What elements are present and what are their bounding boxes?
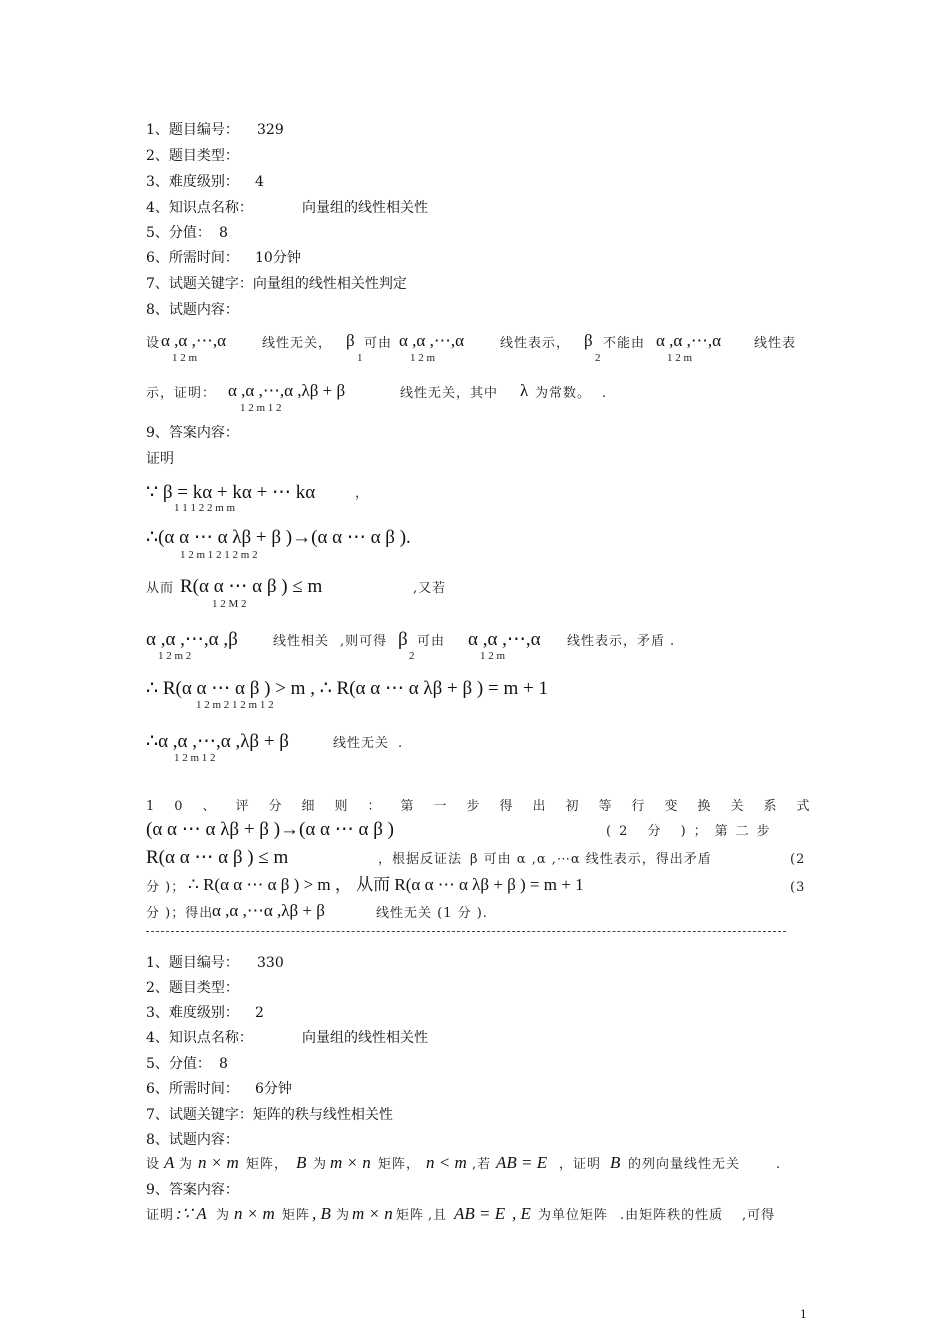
q1-content-subscript: 2 xyxy=(595,352,601,364)
q2-proof-text: 为 xyxy=(216,1208,231,1223)
q2-proof-math: , E xyxy=(512,1204,531,1223)
q2-proof-text: ,且 xyxy=(428,1208,448,1223)
rubric-text: (2 xyxy=(790,852,806,867)
q1-item-1-label: 1、题目编号： xyxy=(146,122,239,138)
proof-period: . xyxy=(398,736,404,751)
rubric-text: (3 xyxy=(790,880,806,895)
q2-content-text: 为 xyxy=(313,1157,328,1172)
q1-item-6-label: 6、所需时间： xyxy=(146,250,239,266)
rubric-text: 分 )；得出 xyxy=(146,906,214,921)
q2-proof-math: AB = E xyxy=(454,1204,506,1223)
q1-content-beta: β xyxy=(346,331,355,350)
proof-line-1: ∵ β = kα + kα + ⋯ kα xyxy=(146,482,316,503)
rubric-expression: α ,α ,⋯α ,λβ + β xyxy=(212,901,325,920)
q1-content-text: 线性无关，其中 xyxy=(400,386,499,401)
rubric-text: 分 )； xyxy=(146,880,186,895)
q1-content-vector: α ,α ,⋯,α xyxy=(399,331,464,350)
q2-content-text: 设 xyxy=(146,1157,161,1172)
proof-text: 线性相关 xyxy=(273,634,330,649)
q2-proof-math: , B xyxy=(312,1204,331,1223)
q2-item-1-value: 330 xyxy=(257,955,284,971)
q2-item-1-label: 1、题目编号： xyxy=(146,955,239,971)
q1-content-subscript: 1 2 m 1 2 xyxy=(240,402,282,414)
q1-content-beta: β xyxy=(584,331,593,350)
q2-proof-math: :∵ A xyxy=(176,1204,207,1223)
q1-content-text: 线性无关， xyxy=(262,336,333,351)
proof-text: ， xyxy=(355,486,370,501)
q1-content-text: 不能由 xyxy=(603,336,646,351)
q2-content-text: ,若 xyxy=(472,1157,492,1172)
q1-content-subscript: 1 2 m xyxy=(667,352,693,364)
q2-item-4-value: 向量组的线性相关性 xyxy=(302,1030,428,1046)
rubric-text: (2 分 )；第二步 xyxy=(606,824,778,839)
q1-item-7-label: 7、试题关键字：向量组的线性相关性判定 xyxy=(146,276,407,292)
q1-content-vector: α ,α ,⋯,α xyxy=(161,331,226,350)
q2-item-6-value: 6分钟 xyxy=(255,1081,292,1097)
proof-line-4: α ,α ,⋯,α ,β xyxy=(146,629,238,650)
page-number: 1 xyxy=(800,1306,807,1321)
q1-content-period: . xyxy=(602,386,608,401)
proof-subscripts: 1 2 m 1 2 1 2 m 2 xyxy=(180,549,258,561)
q2-proof-text: ,可得 xyxy=(742,1208,776,1223)
q1-content-text: 线性表 xyxy=(754,336,797,351)
rubric-expression: ∴ R(α α ⋯ α β ) > m ， 从而 R(α α ⋯ α λβ + β ) = m + 1 xyxy=(188,875,584,894)
q1-content-subscript: 1 xyxy=(357,352,363,364)
q2-condition: n < m xyxy=(426,1153,467,1172)
q2-matrix-b: B xyxy=(610,1153,621,1172)
q1-content-text: 示，证明： xyxy=(146,386,217,401)
q2-proof-text: 为单位矩阵 xyxy=(538,1208,609,1223)
q1-item-3-label: 3、难度级别： xyxy=(146,174,239,190)
q2-proof-math: m × n xyxy=(352,1204,393,1223)
rubric-expression: (α α ⋯ α λβ + β )→(α α ⋯ α β ) xyxy=(146,819,394,840)
proof-subscripts: 1 1 1 2 2 m m xyxy=(174,502,236,514)
q2-proof-text: .由矩阵秩的性质 xyxy=(620,1208,724,1223)
proof-subscripts: 2 xyxy=(409,650,415,662)
q2-item-5-label: 5、分值： xyxy=(146,1056,211,1072)
q1-content-lambda: λ xyxy=(520,381,529,400)
q2-item-3-value: 2 xyxy=(255,1005,264,1021)
q2-proof-text: 证明 xyxy=(146,1208,175,1223)
q1-content-text: 为常数。 xyxy=(535,386,592,401)
q2-proof-text: 矩阵 xyxy=(396,1208,425,1223)
proof-text: 线性无关 xyxy=(333,736,390,751)
proof-vector: α ,α ,⋯,α xyxy=(468,629,541,650)
proof-subscripts: 1 2 M 2 xyxy=(212,598,247,610)
rubric-text: β 可由 α ,α ,⋯α 线性表示，得出矛盾 xyxy=(470,852,712,867)
proof-text: ,又若 xyxy=(413,581,447,596)
q1-item-5-value: 8 xyxy=(219,225,228,241)
proof-text: ,则可得 xyxy=(340,634,388,649)
proof-line-6: ∴α ,α ,⋯,α ,λβ + β xyxy=(146,731,289,752)
proof-subscripts: 1 2 m 2 1 2 m 1 2 xyxy=(196,699,274,711)
q2-content-period: . xyxy=(776,1157,782,1172)
q2-item-2-label: 2、题目类型： xyxy=(146,980,239,996)
proof-line-5: ∴ R(α α ⋯ α β ) > m , ∴ R(α α ⋯ α λβ + β ) = m + 1 xyxy=(146,678,548,699)
q2-content-text: 矩阵， xyxy=(378,1157,421,1172)
q1-item-2-label: 2、题目类型： xyxy=(146,148,239,164)
rubric-text: 线性无关 (1 分 ). xyxy=(376,906,488,921)
q2-dimension: m × n xyxy=(330,1153,371,1172)
q1-content-subscript: 1 2 m xyxy=(410,352,436,364)
proof-text: 线性表示，矛盾 xyxy=(567,634,666,649)
q2-item-8-label: 8、试题内容： xyxy=(146,1132,239,1148)
proof-subscripts: 1 2 m xyxy=(480,650,506,662)
proof-subscripts: 1 2 m 2 xyxy=(158,650,192,662)
q2-item-7-label: 7、试题关键字：矩阵的秩与线性相关性 xyxy=(146,1107,393,1123)
q1-item-5-label: 5、分值： xyxy=(146,225,211,241)
proof-label: 证明 xyxy=(146,451,174,467)
q1-item-3-value: 4 xyxy=(255,174,264,190)
proof-beta: β xyxy=(398,629,408,650)
proof-line-2: ∴(α α ⋯ α λβ + β )→(α α ⋯ α β ). xyxy=(146,527,411,548)
q2-proof-text: 矩阵 xyxy=(282,1208,311,1223)
proof-text: 可由 xyxy=(417,634,446,649)
q1-content-text: 设 xyxy=(146,336,161,351)
q2-proof-math: n × m xyxy=(234,1204,275,1223)
q2-content-text: 为 xyxy=(179,1157,194,1172)
rubric-line-1: 10、评分细则：第一步得出初等行变换关系式 xyxy=(146,799,830,814)
q1-item-1-value: 329 xyxy=(257,122,284,138)
q2-item-4-label: 4、知识点名称： xyxy=(146,1030,253,1046)
q1-content-text: 可由 xyxy=(364,336,393,351)
q2-proof-text: 为 xyxy=(336,1208,351,1223)
q2-matrix-b: B xyxy=(296,1153,307,1172)
q1-item-6-value: 10分钟 xyxy=(255,250,301,266)
rubric-expression: R(α α ⋯ α β ) ≤ m xyxy=(146,847,289,868)
q2-content-text: 矩阵， xyxy=(246,1157,289,1172)
q2-item-6-label: 6、所需时间： xyxy=(146,1081,239,1097)
q2-content-text: ，证明 xyxy=(559,1157,602,1172)
q1-item-4-label: 4、知识点名称： xyxy=(146,200,253,216)
q1-content-text: 线性表示， xyxy=(500,336,571,351)
proof-subscripts: 1 2 m 1 2 xyxy=(174,752,216,764)
q1-item-9-label: 9、答案内容： xyxy=(146,425,239,441)
q1-item-8-label: 8、试题内容： xyxy=(146,302,239,318)
q1-content-subscript: 1 2 m xyxy=(172,352,198,364)
rubric-text: ，根据反证法 xyxy=(378,852,463,867)
q1-item-4-value: 向量组的线性相关性 xyxy=(302,200,428,216)
q2-item-5-value: 8 xyxy=(219,1056,228,1072)
q1-content-vector: α ,α ,⋯,α xyxy=(656,331,721,350)
proof-period: . xyxy=(670,634,676,649)
proof-text: 从而 xyxy=(146,581,175,596)
q2-identity: AB = E xyxy=(496,1153,548,1172)
q2-content-text: 的列向量线性无关 xyxy=(628,1157,741,1172)
q2-dimension: n × m xyxy=(198,1153,239,1172)
q2-item-3-label: 3、难度级别： xyxy=(146,1005,239,1021)
proof-line-3: R(α α ⋯ α β ) ≤ m xyxy=(180,576,323,597)
q1-content-expression: α ,α ,⋯,α ,λβ + β xyxy=(228,381,346,400)
q2-item-9-label: 9、答案内容： xyxy=(146,1182,239,1198)
q2-matrix-a: A xyxy=(164,1153,175,1172)
question-separator xyxy=(146,931,786,932)
